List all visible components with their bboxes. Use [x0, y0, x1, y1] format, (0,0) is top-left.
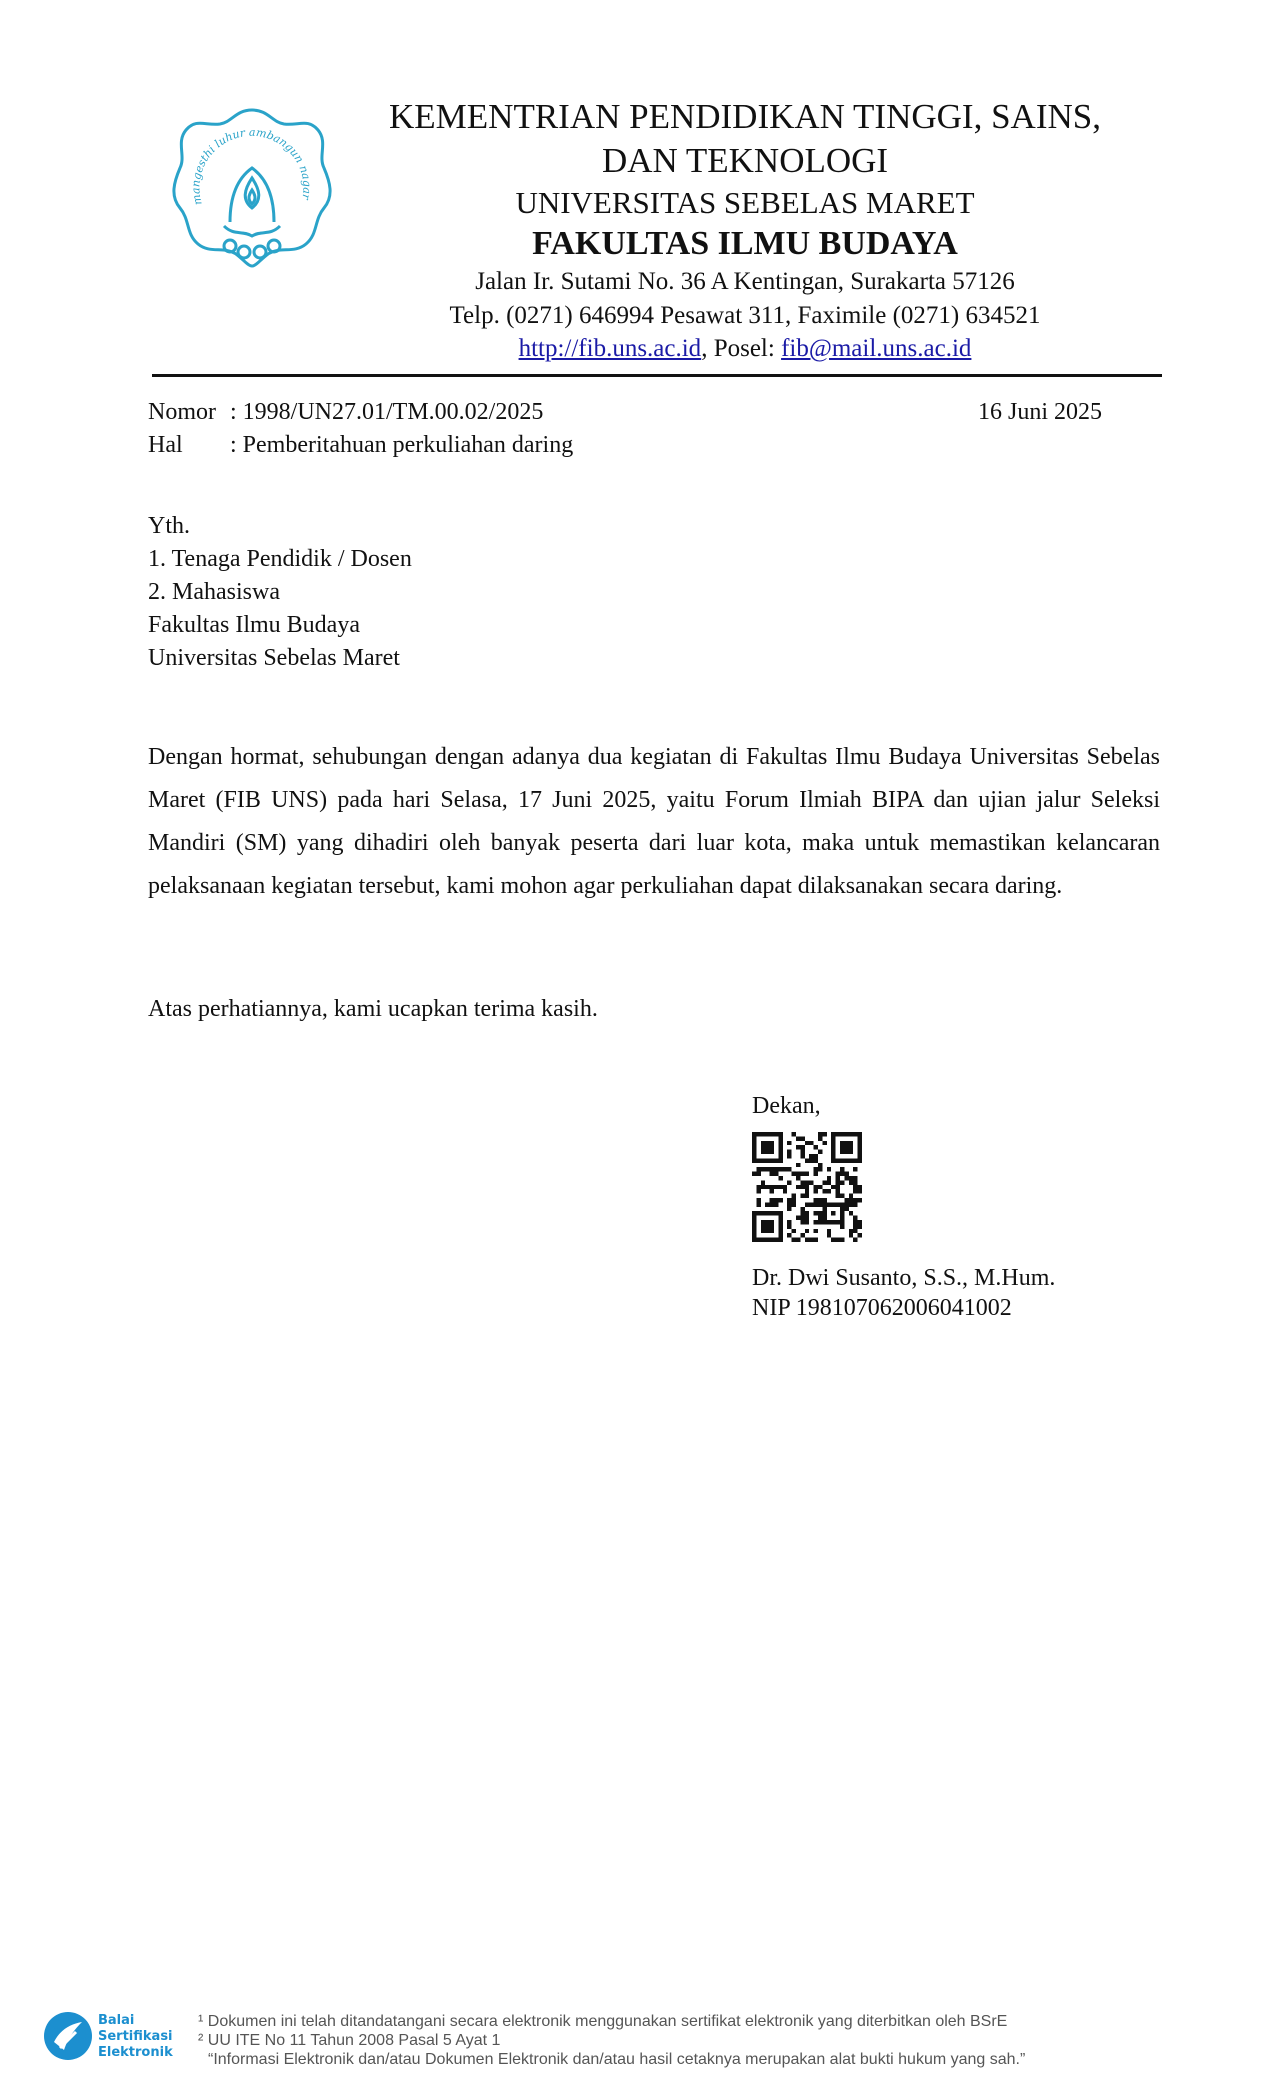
body-paragraph: Dengan hormat, sehubungan dengan adanya dua kegiatan di Fakultas Ilmu Budaya Universitas Sebelas Maret (FIB UNS) pada hari Selasa, 17 Juni 2025, yaitu Forum Ilmiah BIPA dan ujian jalur Seleksi Mandiri (SM) yang dihadiri oleh banyak peserta dari luar kota, maka untuk memastikan kelancaran pelaksanaan kegiatan tersebut, kami mohon agar perkuliahan dapat dilaksanakan secara daring. [148, 744, 1160, 899]
svg-text:mangesthi luhur ambangun nagar [168, 104, 314, 206]
footer-note: “Informasi Elektronik dan/atau Dokumen Elektronik dan/atau hasil cetaknya merupakan alat bukti hukum yang sah.” [208, 2051, 1026, 2068]
faculty-name: FAKULTAS ILMU BUDAYA [532, 225, 958, 262]
letter-date: 16 Juni 2025 [978, 399, 1103, 425]
bsre-text: Sertifikasi [98, 2029, 173, 2044]
bsre-logo-icon [42, 2008, 182, 2064]
email-prefix: , Posel: [701, 335, 782, 362]
recipient-org-line-1: Fakultas Ilmu Budaya [148, 612, 360, 638]
faculty-phone: Telp. (0271) 646994 Pesawat 311, Faximile (0271) 634521 [449, 302, 1041, 329]
logo-motto: mangesthi luhur ambangun nagar [189, 125, 314, 207]
email-link[interactable]: fib@mail.uns.ac.id [781, 335, 972, 362]
uns-emblem-icon [168, 104, 336, 270]
university-name: UNIVERSITAS SEBELAS MARET [515, 185, 975, 220]
nomor-label: Nomor [148, 399, 216, 425]
letterhead-divider [152, 374, 1162, 377]
signer-name: Dr. Dwi Susanto, S.S., M.Hum. [752, 1265, 1056, 1291]
recipient-item: 1. Tenaga Pendidik / Dosen [148, 546, 412, 572]
footer-note: ¹ Dokumen ini telah ditandatangani secara elektronik menggunakan sertifikat elektronik yang diterbitkan oleh BSrE [198, 2013, 1008, 2030]
ministry-line-2: DAN TEKNOLOGI [601, 141, 889, 180]
recipient-item: 2. Mahasiswa [148, 579, 280, 605]
faculty-address: Jalan Ir. Sutami No. 36 A Kentingan, Surakarta 57126 [475, 268, 1015, 295]
nomor-value: : 1998/UN27.01/TM.00.02/2025 [230, 399, 544, 425]
recipient-greeting: Yth. [148, 513, 190, 539]
footer-note: ² UU ITE No 11 Tahun 2008 Pasal 5 Ayat 1 [198, 2032, 501, 2049]
signer-nip: NIP 198107062006041002 [752, 1295, 1012, 1321]
closing-paragraph: Atas perhatiannya, kami ucapkan terima kasih. [148, 996, 598, 1022]
bsre-text: Elektronik [98, 2045, 173, 2060]
qr-code-icon [752, 1132, 862, 1242]
website-link[interactable]: http://fib.uns.ac.id [518, 335, 702, 362]
hal-label: Hal [148, 432, 183, 458]
contact-line [360, 333, 1130, 365]
recipient-org-line-2: Universitas Sebelas Maret [148, 645, 400, 671]
bsre-text: Balai [98, 2013, 135, 2028]
hal-value: : Pemberitahuan perkuliahan daring [230, 432, 574, 458]
signer-title: Dekan, [752, 1093, 821, 1119]
ministry-line-1: KEMENTRIAN PENDIDIKAN TINGGI, SAINS, [389, 97, 1101, 136]
